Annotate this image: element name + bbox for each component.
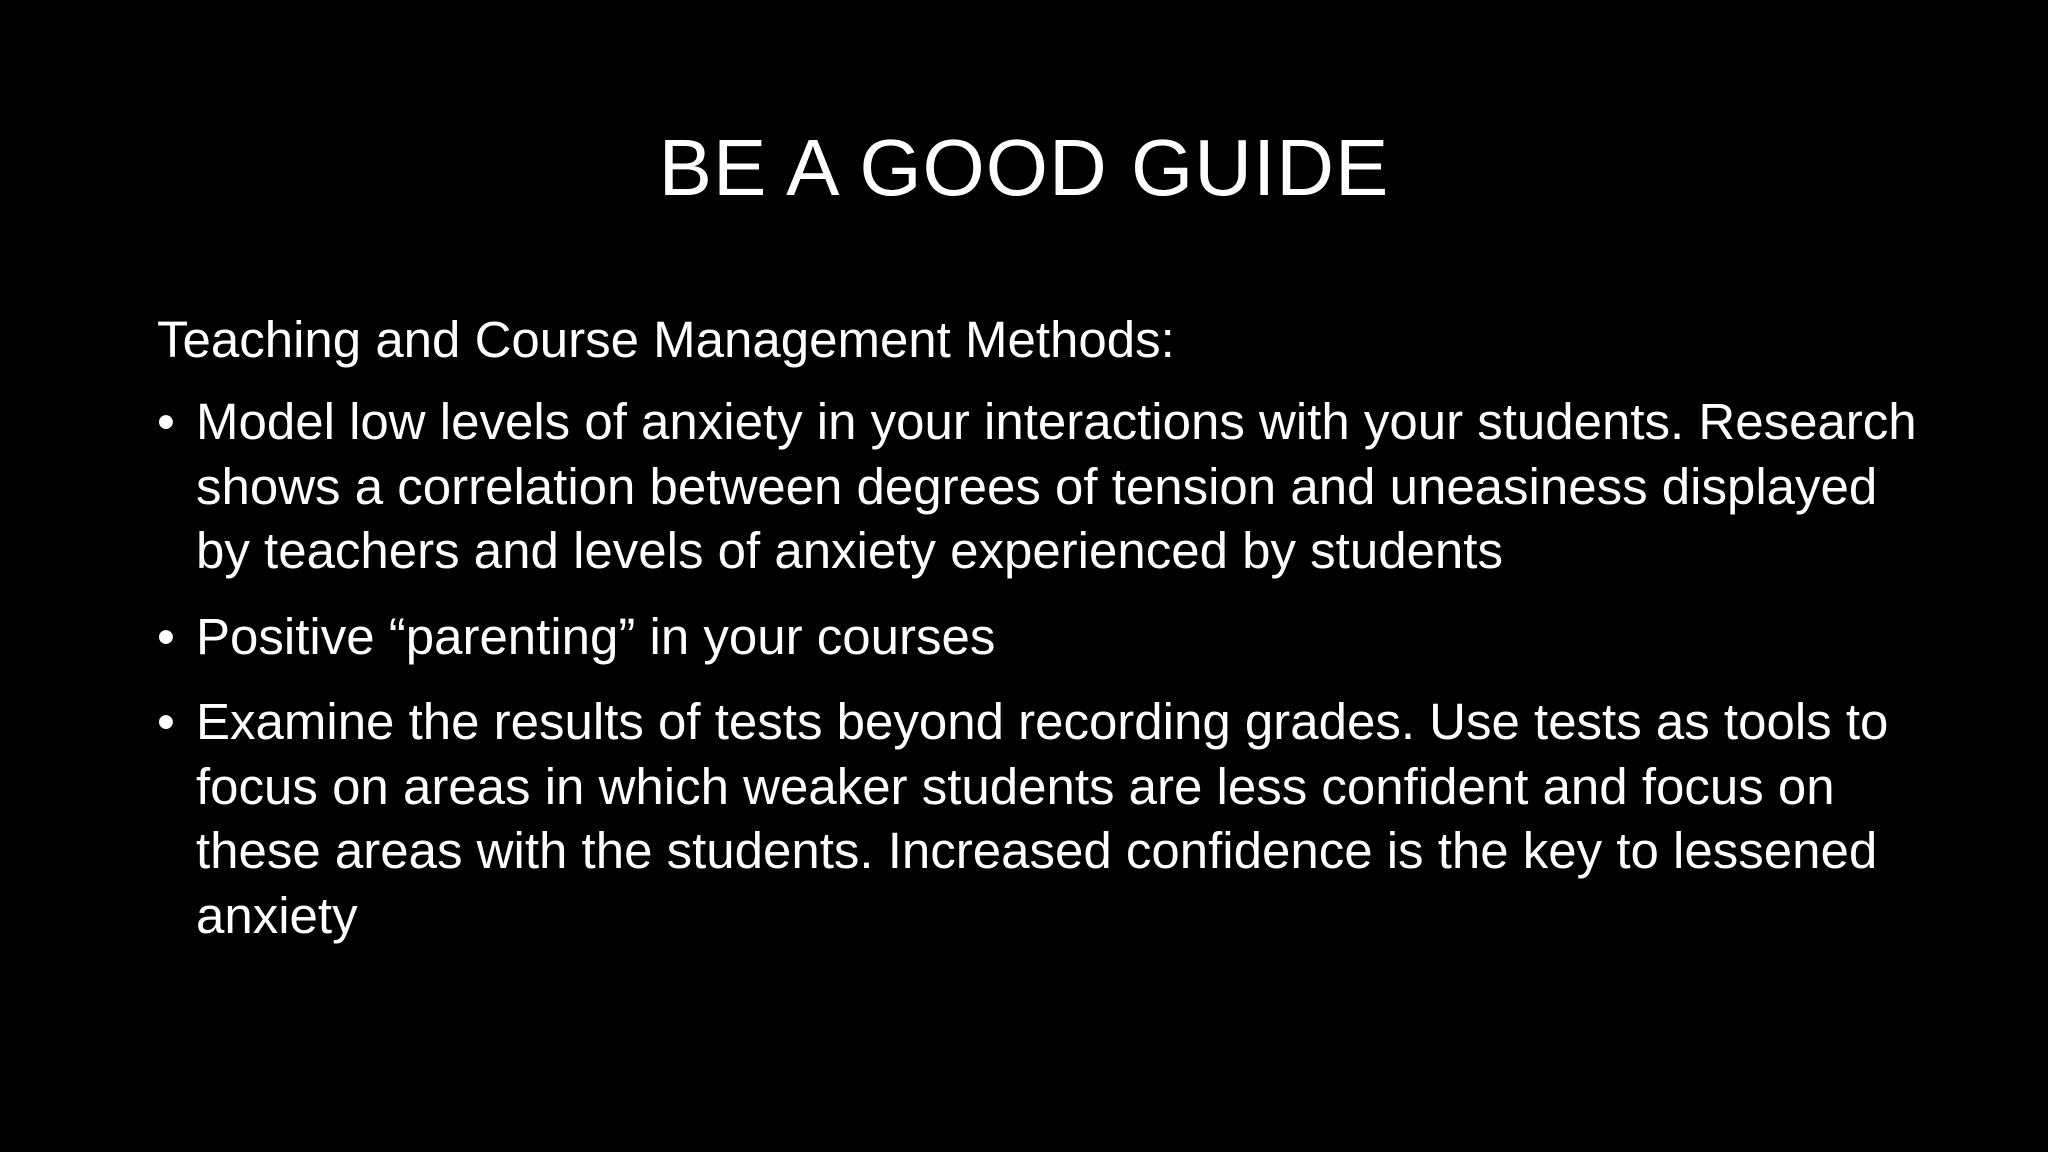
bullet-text: Model low levels of anxiety in your interactions with your students. Research shows a correlation between degrees of tension and uneasiness displayed by teachers and levels of anxiety experienced by students xyxy=(196,393,1917,579)
slide-title: BE A GOOD GUIDE xyxy=(658,123,1390,212)
bullet-item xyxy=(157,605,1937,670)
bullet-item xyxy=(157,690,1937,948)
bullet-text: Examine the results of tests beyond recording grades. Use tests as tools to focus on areas in which weaker students are less confident and focus on these areas with the students. Increased confidence is the key to lessened anxiety xyxy=(196,693,1889,944)
bullet-text: Positive “parenting” in your courses xyxy=(196,607,996,665)
bullet-icon: • xyxy=(157,693,175,750)
bullet-item xyxy=(157,390,1937,584)
bullet-list xyxy=(157,390,1937,948)
slide-content xyxy=(157,308,1937,969)
bullet-icon: • xyxy=(157,607,175,665)
intro-text: Teaching and Course Management Methods: xyxy=(157,311,1175,368)
bullet-icon: • xyxy=(157,393,175,450)
